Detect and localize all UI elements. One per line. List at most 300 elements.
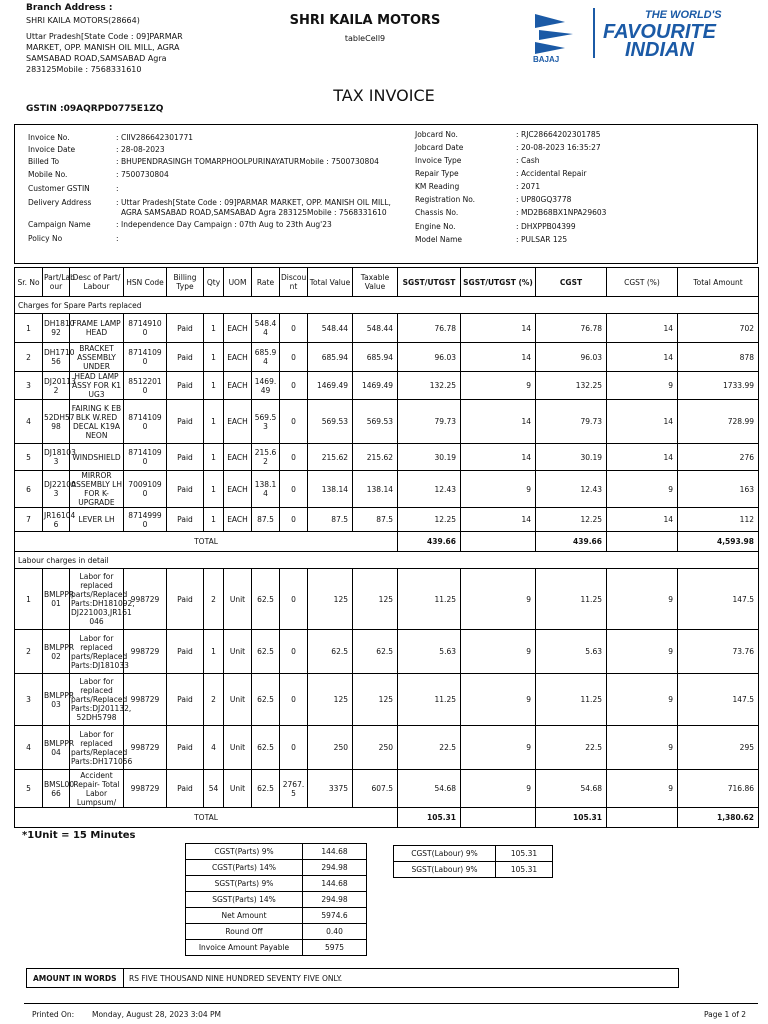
table-cell: Paid xyxy=(167,569,204,630)
table-cell: 1 xyxy=(204,508,224,532)
column-header: CGST xyxy=(536,268,607,297)
table-row xyxy=(15,471,759,508)
table-cell: MIRROR ASSEMBLY LH FOR K-UPGRADE xyxy=(71,471,122,507)
info-colon: : xyxy=(516,235,519,244)
info-label: Campaign Name xyxy=(28,220,91,229)
summary-table-labour xyxy=(393,845,553,878)
info-label: Engine No. xyxy=(415,222,456,231)
table-cell: 11.25 xyxy=(398,569,461,630)
table-cell: BMLPPR 02 xyxy=(43,630,70,674)
table-cell: 1 xyxy=(15,569,43,630)
table-cell: 9 xyxy=(607,471,678,508)
info-value: Uttar Pradesh[State Code : 09]PARMAR MARKET, OPP. MANISH OIL MILL, xyxy=(121,198,391,207)
table-cell: Paid xyxy=(167,372,204,400)
table-cell: 0 xyxy=(280,372,308,400)
table-row xyxy=(15,314,759,343)
column-header: Part/Lab our xyxy=(43,268,70,297)
table-cell: 569.53 xyxy=(353,400,398,444)
table-cell: 716.86 xyxy=(678,770,759,808)
amount-in-words-box xyxy=(26,968,679,988)
info-colon: : xyxy=(116,220,119,229)
table-cell: 62.5 xyxy=(252,569,280,630)
table-cell: 685.9 4 xyxy=(252,343,280,372)
table-cell: 548.4 4 xyxy=(252,314,280,343)
info-label: KM Reading xyxy=(415,182,460,191)
table-cell: BMSL00 66 xyxy=(43,770,70,808)
table-cell: 138.14 xyxy=(308,471,353,508)
column-header: CGST (%) xyxy=(607,268,678,297)
summary-value: 294.98 xyxy=(303,892,367,908)
table-cell: 147.5 xyxy=(678,674,759,726)
table-cell: Labor for replaced parts/Replaced Parts:DH181092, DJ221003,JR161 046 xyxy=(70,569,124,630)
table-cell: JR16104 6 xyxy=(43,508,70,532)
table-cell: 12.25 xyxy=(398,508,461,532)
table-cell: 87.5 xyxy=(353,508,398,532)
table-cell: Paid xyxy=(167,444,204,471)
table-cell: 998729 xyxy=(124,630,167,674)
table-cell: EACH xyxy=(224,508,252,532)
company-name: SHRI KAILA MOTORS xyxy=(289,13,441,28)
table-cell: Labor for replaced parts/Replaced Parts:DH171056 xyxy=(70,726,124,770)
summary-row xyxy=(186,924,367,940)
column-header: Sr. No xyxy=(15,268,43,297)
table-cell: 73.76 xyxy=(678,630,759,674)
table-cell: 3 xyxy=(15,674,43,726)
summary-label: CGST(Labour) 9% xyxy=(394,846,496,862)
info-value: Independence Day Campaign : 07th Aug to 23th Aug'23 xyxy=(121,220,332,229)
empty-cell xyxy=(607,532,678,552)
table-cell: 215.62 xyxy=(308,444,353,471)
table-cell: Paid xyxy=(167,674,204,726)
summary-value: 294.98 xyxy=(303,860,367,876)
amount-in-words-value: RS FIVE THOUSAND NINE HUNDRED SEVENTY FIVE ONLY. xyxy=(129,974,343,983)
empty-cell xyxy=(461,808,536,828)
info-colon: : xyxy=(516,169,519,178)
info-label: Chassis No. xyxy=(415,208,459,217)
info-colon: : xyxy=(516,222,519,231)
table-cell: 76.78 xyxy=(536,314,607,343)
table-cell: 96.03 xyxy=(536,343,607,372)
table-cell: BMLPPR 03 xyxy=(43,674,70,726)
column-header: SGST/UTGST (%) xyxy=(461,268,536,297)
branch-address: Uttar Pradesh[State Code : 09]PARMAR MARKET, OPP. MANISH OIL MILL, AGRA SAMSABAD ROAD,SAMSABAD Agra 283125Mobile : 7568331610 xyxy=(26,32,183,74)
table-row xyxy=(15,508,759,532)
summary-row xyxy=(186,908,367,924)
table-cell: 998729 xyxy=(124,770,167,808)
table-cell: 1 xyxy=(204,314,224,343)
table-cell: 9 xyxy=(461,630,536,674)
info-colon: : xyxy=(516,182,519,191)
table-cell: 276 xyxy=(678,444,759,471)
summary-value: 105.31 xyxy=(496,846,553,862)
table-cell: BMLPPR 04 xyxy=(43,726,70,770)
table-cell: 0 xyxy=(280,400,308,444)
info-colon: : xyxy=(116,184,119,193)
summary-row xyxy=(186,844,367,860)
table-cell: 132.25 xyxy=(536,372,607,400)
table-cell: 215.62 xyxy=(353,444,398,471)
table-cell: 1 xyxy=(15,314,43,343)
table-cell: 125 xyxy=(353,674,398,726)
table-cell: 685.94 xyxy=(353,343,398,372)
table-cell: DH1710 56 xyxy=(43,343,70,372)
table-cell: 0 xyxy=(280,508,308,532)
table-cell: 215.6 2 xyxy=(252,444,280,471)
table-cell: 878 xyxy=(678,343,759,372)
info-label: Jobcard No. xyxy=(415,130,458,139)
info-value: 7500730804 xyxy=(121,170,169,179)
table-cell: EACH xyxy=(224,314,252,343)
summary-label: Round Off xyxy=(186,924,303,940)
info-colon: : xyxy=(516,156,519,165)
table-cell: 62.5 xyxy=(353,630,398,674)
total-row xyxy=(15,532,759,552)
table-cell: WINDSHIELD xyxy=(70,444,124,471)
table-cell: 702 xyxy=(678,314,759,343)
summary-label: CGST(Parts) 9% xyxy=(186,844,303,860)
table-cell: FAIRING K EB BLK W.RED DECAL K19A NEON xyxy=(70,400,124,444)
table-cell: Paid xyxy=(167,508,204,532)
column-header: Total Value xyxy=(308,268,353,297)
table-cell: 8714109 0 xyxy=(124,343,167,372)
table-cell: 3375 xyxy=(308,770,353,808)
table-cell: 295 xyxy=(678,726,759,770)
column-header: UOM xyxy=(224,268,252,297)
table-cell: 9 xyxy=(607,770,678,808)
info-label: Customer GSTIN xyxy=(28,184,90,193)
table-cell: 14 xyxy=(607,400,678,444)
info-colon: : xyxy=(116,157,119,166)
table-cell: LEVER LH xyxy=(70,508,124,532)
summary-label: SGST(Parts) 9% xyxy=(186,876,303,892)
table-cell: 9 xyxy=(607,630,678,674)
page-number: Page 1 of 2 xyxy=(704,1010,747,1019)
table-cell: Paid xyxy=(167,343,204,372)
branch-name: SHRI KAILA MOTORS(28664) xyxy=(26,16,140,25)
empty-cell xyxy=(607,808,678,828)
table-cell: 0 xyxy=(280,471,308,508)
info-label: Registration No. xyxy=(415,195,476,204)
summary-table-parts xyxy=(185,843,367,956)
info-label: Policy No xyxy=(28,234,63,243)
column-header: Desc of Part/ Labour xyxy=(70,268,124,297)
table-cell: 2 xyxy=(15,630,43,674)
info-value: UP80GQ3778 xyxy=(521,195,572,204)
info-colon: : xyxy=(516,143,519,152)
table-cell: 2 xyxy=(204,674,224,726)
summary-row xyxy=(394,846,553,862)
table-cell: HEAD LAMP ASSY FOR K1 UG3 xyxy=(70,372,124,400)
section-row xyxy=(15,297,759,314)
amount-in-words-label: AMOUNT IN WORDS xyxy=(33,974,117,983)
info-value-line2: AGRA SAMSABAD ROAD,SAMSABAD Agra 283125Mobile : 7568331610 xyxy=(121,208,387,217)
info-value: MD2B68BX1NPA29603 xyxy=(521,208,607,217)
table-cell: 14 xyxy=(607,508,678,532)
summary-label: Invoice Amount Payable xyxy=(186,940,303,956)
table-cell: EACH xyxy=(224,400,252,444)
info-value: Accidental Repair xyxy=(521,169,587,178)
table-row xyxy=(15,444,759,471)
summary-row xyxy=(186,860,367,876)
table-cell: 0 xyxy=(280,674,308,726)
table-cell: 52DH57 98 xyxy=(43,400,70,444)
info-colon: : xyxy=(116,170,119,179)
table-cell: 1469.49 xyxy=(353,372,398,400)
printed-on-label: Printed On: xyxy=(32,1010,75,1019)
table-cell: 79.73 xyxy=(536,400,607,444)
table-cell: Unit xyxy=(224,770,252,808)
table-cell: DJ18103 3 xyxy=(43,444,70,471)
table-cell: 9 xyxy=(461,372,536,400)
info-colon: : xyxy=(116,145,119,154)
total-label: TOTAL xyxy=(15,532,398,552)
table-cell: 998729 xyxy=(124,674,167,726)
table-cell: DJ20113 2 xyxy=(43,372,70,400)
total-amount: 1,380.62 xyxy=(678,808,759,828)
table-cell: 1 xyxy=(204,630,224,674)
total-cgst: 439.66 xyxy=(536,532,607,552)
table-cell: 1 xyxy=(204,444,224,471)
section-title: Labour charges in detail xyxy=(15,552,759,569)
table-cell: 62.5 xyxy=(252,630,280,674)
info-label: Model Name xyxy=(415,235,463,244)
table-cell: 4 xyxy=(15,400,43,444)
table-cell: Unit xyxy=(224,569,252,630)
table-cell: 22.5 xyxy=(398,726,461,770)
table-cell: 1469. 49 xyxy=(252,372,280,400)
table-cell: 1469.49 xyxy=(308,372,353,400)
printed-on-value: Monday, August 28, 2023 3:04 PM xyxy=(92,1010,222,1019)
footer-divider xyxy=(24,1003,758,1004)
table-cell: 5 xyxy=(15,770,43,808)
table-cell: 5.63 xyxy=(536,630,607,674)
column-header: Billing Type xyxy=(167,268,204,297)
table-cell: Labor for replaced parts/Replaced Parts:DJ201132, 52DH5798 xyxy=(70,674,124,726)
table-cell: 548.44 xyxy=(353,314,398,343)
logo-tagline-3: INDIAN xyxy=(625,39,694,61)
unit-note: *1Unit = 15 Minutes xyxy=(22,830,136,841)
section-title: Charges for Spare Parts replaced xyxy=(15,297,759,314)
table-cell: Paid xyxy=(167,726,204,770)
table-cell: 62.5 xyxy=(308,630,353,674)
table-cell: 0 xyxy=(280,343,308,372)
table-cell: Paid xyxy=(167,400,204,444)
table-cell: BMLPPR 01 xyxy=(43,569,70,630)
table-cell: 138.1 4 xyxy=(252,471,280,508)
table-cell: 1733.99 xyxy=(678,372,759,400)
table-cell: Paid xyxy=(167,471,204,508)
table-cell: 548.44 xyxy=(308,314,353,343)
table-cell: 147.5 xyxy=(678,569,759,630)
table-cell: 9 xyxy=(461,471,536,508)
table-cell: 0 xyxy=(280,314,308,343)
table-cell: 0 xyxy=(280,726,308,770)
info-value: 28-08-2023 xyxy=(121,145,165,154)
table-cell: 0 xyxy=(280,630,308,674)
table-row xyxy=(15,630,759,674)
table-cell: 14 xyxy=(461,400,536,444)
table-cell: 14 xyxy=(461,508,536,532)
table-cell: 30.19 xyxy=(398,444,461,471)
table-cell: 9 xyxy=(607,726,678,770)
table-cell: 9 xyxy=(607,569,678,630)
table-row xyxy=(15,569,759,630)
table-cell: 1 xyxy=(204,400,224,444)
table-cell: 5.63 xyxy=(398,630,461,674)
summary-label: Net Amount xyxy=(186,908,303,924)
table-cell: 998729 xyxy=(124,569,167,630)
table-cell: 87.5 xyxy=(308,508,353,532)
table-cell: 11.25 xyxy=(398,674,461,726)
info-value: BHUPENDRASINGH TOMARPHOOLPURINAYATURMobile : 7500730804 xyxy=(121,157,379,166)
table-cell: 62.5 xyxy=(252,674,280,726)
bajaj-logo xyxy=(525,4,725,64)
table-cell: 4 xyxy=(15,726,43,770)
table-cell: 8714109 0 xyxy=(124,400,167,444)
table-cell: Paid xyxy=(167,630,204,674)
table-cell: 12.43 xyxy=(536,471,607,508)
info-value: Cash xyxy=(521,156,540,165)
total-label: TOTAL xyxy=(15,808,398,828)
table-cell: 79.73 xyxy=(398,400,461,444)
table-cell: 250 xyxy=(308,726,353,770)
table-cell: 2767. 5 xyxy=(280,770,308,808)
info-value: CIIV286642301771 xyxy=(121,133,194,142)
table-cell: 125 xyxy=(308,569,353,630)
logo-tagline-1: THE WORLD'S xyxy=(645,9,722,21)
table-cell: 8512201 0 xyxy=(124,372,167,400)
table-cell: 1 xyxy=(204,343,224,372)
table-cell: 62.5 xyxy=(252,726,280,770)
table-cell: 9 xyxy=(461,770,536,808)
summary-row xyxy=(394,862,553,878)
summary-value: 5975 xyxy=(303,940,367,956)
table-row xyxy=(15,770,759,808)
info-value: PULSAR 125 xyxy=(521,235,568,244)
table-cell: 125 xyxy=(353,569,398,630)
column-header: SGST/UTGST xyxy=(398,268,461,297)
info-colon: : xyxy=(116,198,119,207)
table-cell: 54.68 xyxy=(398,770,461,808)
table-cell: 9 xyxy=(607,674,678,726)
table-cell: 11.25 xyxy=(536,569,607,630)
summary-row xyxy=(186,892,367,908)
branch-address-label: Branch Address : xyxy=(26,3,113,13)
table-row xyxy=(15,726,759,770)
table-cell: 14 xyxy=(461,444,536,471)
table-cell: 11.25 xyxy=(536,674,607,726)
gstin: GSTIN :09AQRPD0775E1ZQ xyxy=(26,104,164,114)
table-cell: 0 xyxy=(280,444,308,471)
total-cgst: 105.31 xyxy=(536,808,607,828)
table-cell: 7 xyxy=(15,508,43,532)
table-cell: 998729 xyxy=(124,726,167,770)
table-cell: 54 xyxy=(204,770,224,808)
section-row xyxy=(15,552,759,569)
table-row xyxy=(15,343,759,372)
info-label: Invoice No. xyxy=(28,133,70,142)
table-cell: 5 xyxy=(15,444,43,471)
table-cell: 12.43 xyxy=(398,471,461,508)
info-value: 20-08-2023 16:35:27 xyxy=(521,143,601,152)
info-value: RJC28664202301785 xyxy=(521,130,601,139)
total-row xyxy=(15,808,759,828)
table-cell: EACH xyxy=(224,471,252,508)
summary-value: 105.31 xyxy=(496,862,553,878)
table-cell: Paid xyxy=(167,314,204,343)
summary-value: 144.68 xyxy=(303,844,367,860)
summary-label: CGST(Parts) 14% xyxy=(186,860,303,876)
table-cell: EACH xyxy=(224,444,252,471)
info-colon: : xyxy=(516,208,519,217)
table-cell: 8714109 0 xyxy=(124,444,167,471)
table-cell: 9 xyxy=(461,674,536,726)
table-cell: 112 xyxy=(678,508,759,532)
table-cell: BRACKET ASSEMBLY UNDER xyxy=(70,343,124,372)
table-cell-placeholder: tableCell9 xyxy=(344,34,386,43)
info-colon: : xyxy=(116,234,119,243)
table-cell: 607.5 xyxy=(353,770,398,808)
table-cell: 6 xyxy=(15,471,43,508)
info-colon: : xyxy=(516,130,519,139)
table-cell: 9 xyxy=(607,372,678,400)
column-header: Rate xyxy=(252,268,280,297)
table-cell: Paid xyxy=(167,770,204,808)
info-colon: : xyxy=(516,195,519,204)
info-label: Delivery Address xyxy=(28,198,92,207)
table-row xyxy=(15,400,759,444)
divider xyxy=(123,969,124,987)
table-cell: 14 xyxy=(461,343,536,372)
table-cell: 1 xyxy=(204,471,224,508)
table-cell: 22.5 xyxy=(536,726,607,770)
table-cell: 87.5 xyxy=(252,508,280,532)
table-cell: 1 xyxy=(204,372,224,400)
info-label: Invoice Type xyxy=(415,156,462,165)
table-cell: 7009109 0 xyxy=(124,471,167,508)
info-label: Jobcard Date xyxy=(415,143,464,152)
total-amount: 4,593.98 xyxy=(678,532,759,552)
table-cell: 8714910 0 xyxy=(124,314,167,343)
invoice-title: TAX INVOICE xyxy=(333,86,435,105)
total-sgst: 439.66 xyxy=(398,532,461,552)
info-value: 2071 xyxy=(521,182,541,191)
logo-tagline-2: FAVOURITE xyxy=(603,21,716,43)
info-label: Billed To xyxy=(28,157,60,166)
table-cell: Unit xyxy=(224,674,252,726)
line-items-table xyxy=(14,267,759,828)
table-cell: DJ22100 3 xyxy=(43,471,70,508)
column-header: HSN Code xyxy=(124,268,167,297)
table-row xyxy=(15,372,759,400)
invoice-info-box xyxy=(14,124,758,264)
logo-brand-text: BAJAJ xyxy=(533,55,560,64)
table-cell: Accident Repair- Total Labor Lumpsum/ xyxy=(70,770,124,808)
info-label: Invoice Date xyxy=(28,145,76,154)
table-cell: 62.5 xyxy=(252,770,280,808)
table-cell: FRAME LAMP HEAD xyxy=(70,314,124,343)
column-header: Taxable Value xyxy=(353,268,398,297)
table-cell: 163 xyxy=(678,471,759,508)
column-header: Qty xyxy=(204,268,224,297)
table-cell: 76.78 xyxy=(398,314,461,343)
total-sgst: 105.31 xyxy=(398,808,461,828)
column-header: Discou nt xyxy=(280,268,308,297)
table-cell: 569.53 xyxy=(308,400,353,444)
table-cell: 250 xyxy=(353,726,398,770)
table-cell: 2 xyxy=(204,569,224,630)
info-label: Repair Type xyxy=(415,169,459,178)
